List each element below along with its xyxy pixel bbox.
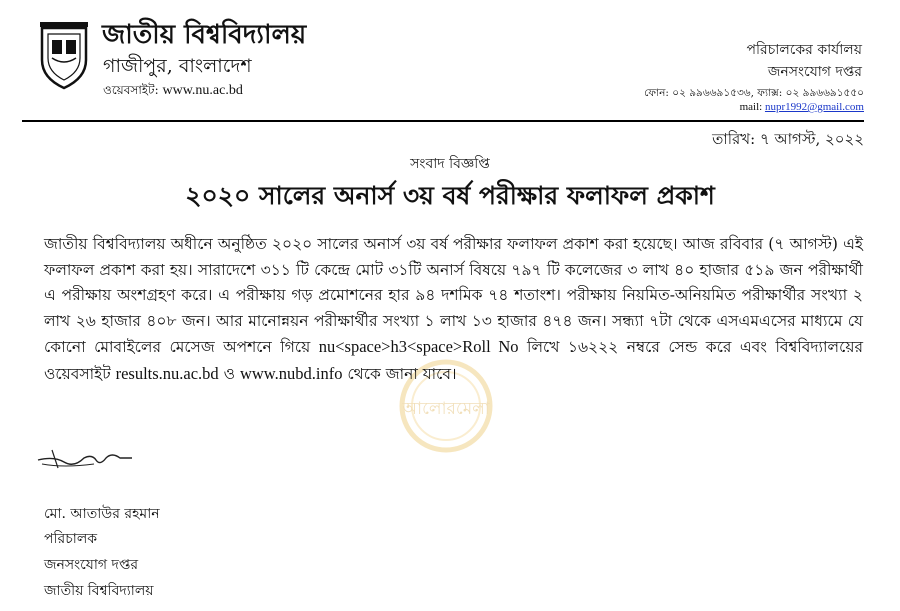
signatory-department: জনসংযোগ দপ্তর: [44, 557, 139, 573]
university-crest-icon: [38, 20, 90, 92]
body-part-3: ও: [218, 364, 240, 383]
header-divider: [22, 120, 864, 122]
signature: [34, 446, 134, 472]
press-release-label: সংবাদ বিজ্ঞপ্তি: [410, 156, 490, 172]
sms-format: nu<space>h3<space>Roll No: [318, 337, 519, 356]
office-title: পরিচালকের কার্যালয়: [746, 42, 862, 58]
university-name: জাতীয় বিশ্ববিদ্যালয়: [102, 20, 307, 50]
results-site-link[interactable]: results.nu.ac.bd: [115, 363, 219, 383]
mail-label: mail:: [739, 101, 763, 113]
website-link[interactable]: www.nu.ac.bd: [162, 83, 243, 98]
watermark-text: আলোরমেলা: [402, 399, 490, 419]
body-part-1: জাতীয় বিশ্ববিদ্যালয় অধীনে অনুষ্ঠিত ২০২০ সালের অনার্স ৩য় বর্ষ পরীক্ষার ফলাফল প্রকাশ করা হয়েছে। আজ রবিবার (৭ আগস্ট) এই ফলাফল প্রকাশ করা হয়। সারাদেশে ৩১১ টি কেন্দ্রে মোট ৩১টি অনার্স বিষয়ে ৭৯৭ টি কলেজের ৩ লাখ ৪০ হাজার ৫১৯ জন পরীক্ষার্থী এ পরীক্ষায় অংশগ্রহণ করে। এ পরীক্ষায় গড় প্রমোশনের হার ৯৪ দশমিক ৭৪ শতাংশ। পরীক্ষায় নিয়মিত-অনিয়মিত পরীক্ষার্থীর সংখ্যা ২ লাখ ২৬ হাজার ৪০৮ জন। আর মানোন্নয়ন পরীক্ষার্থীর সংখ্যা ১ লাখ ১৩ হাজার ৪৭৪ জন। সন্ধ্যা ৭টা থেকে এসএমএসের মাধ্যমে যে কোনো মোবাইলের মেসেজ অপশনে গিয়ে: [44, 235, 863, 356]
university-location: গাজীপুর, বাংলাদেশ: [103, 55, 252, 77]
website-label: ওয়েবসাইট:: [103, 83, 159, 97]
nubd-site-link[interactable]: www.nubd.info: [239, 363, 343, 383]
body-part-2: লিখে ১৬২২২ নম্বরে সেন্ড করে এবং বিশ্ববিদ্যালয়ের ওয়েবসাইট: [44, 338, 863, 383]
signatory-name: মো. আতাউর রহমান: [44, 506, 160, 522]
signatory-organization: জাতীয় বিশ্ববিদ্যালয়: [44, 583, 154, 599]
letter-date: তারিখ: ৭ আগস্ট, ২০২২: [712, 130, 864, 148]
body-part-4: থেকে জানা যাবে।: [342, 364, 457, 383]
university-website: [103, 82, 243, 102]
office-department: জনসংযোগ দপ্তর: [767, 64, 862, 80]
mail-link[interactable]: nupr1992@gmail.com: [764, 101, 864, 113]
office-mail: [740, 101, 864, 113]
press-release-body: [44, 232, 863, 387]
office-phone: ফোন: ০২ ৯৯৬৬৯১৫৩৬, ফ্যাক্স: ০২ ৯৯৬৬৯১৫৫০: [644, 87, 864, 99]
signatory-designation: পরিচালক: [44, 531, 98, 547]
headline: ২০২০ সালের অনার্স ৩য় বর্ষ পরীক্ষার ফলাফল প্রকাশ: [185, 181, 715, 210]
